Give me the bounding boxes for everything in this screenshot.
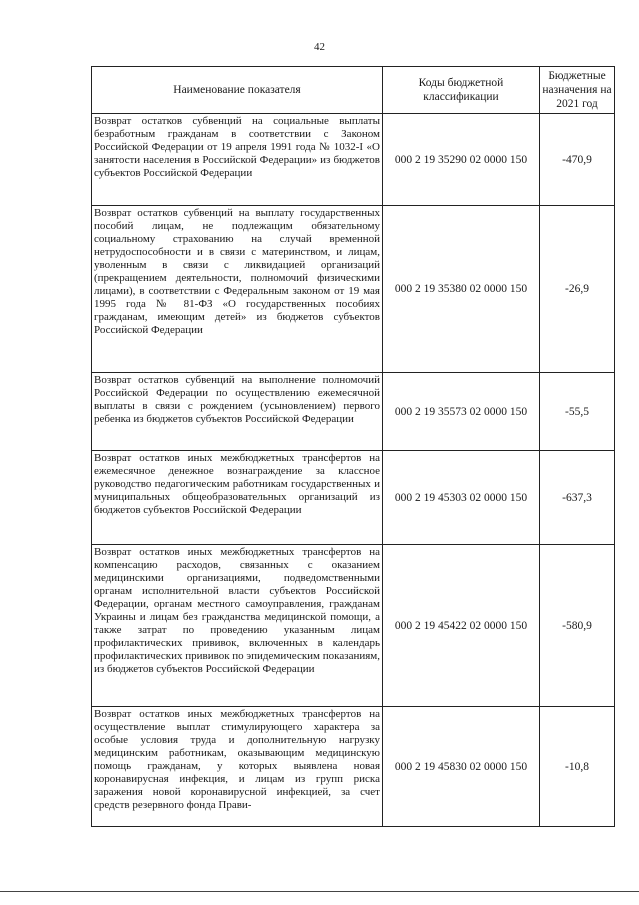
budget-table (91, 66, 615, 827)
table-row (92, 545, 615, 707)
page-number: 42 (314, 41, 325, 53)
amount-cell: -10,8 (540, 707, 615, 827)
amount-cell: -637,3 (540, 451, 615, 545)
header-budget-amount: Бюджетные назначения на 2021 год (540, 67, 615, 114)
page-bottom-rule (0, 891, 639, 892)
budget-code-cell: 000 2 19 35380 02 0000 150 (383, 206, 540, 373)
table-row (92, 114, 615, 206)
table-row (92, 707, 615, 827)
table-row (92, 206, 615, 373)
header-indicator-name: Наименование показателя (92, 67, 383, 114)
indicator-name-cell: Возврат остатков иных межбюджетных трансфертов на ежемесячное денежное вознаграждение за классное руководство педагогическим работникам государственных и муниципальных общеобразовательных организаций из бюджетов субъектов Российской Федерации (92, 451, 383, 545)
amount-cell: -26,9 (540, 206, 615, 373)
indicator-name-cell: Возврат остатков иных межбюджетных трансфертов на компенсацию расходов, связанных с оказанием медицинскими организациями, подведомственными органам исполнительной власти субъектов Российской Федерации, органам местного самоуправления, гражданам Украины и лицам без гражданства медицинской помощи, а также затрат по проведению указанным лицам профилактических прививок, включенных в календарь профилактических прививок по эпидемическим показаниям, из бюджетов субъектов Российской Федерации (92, 545, 383, 707)
indicator-name-cell: Возврат остатков субвенций на выполнение полномочий Российской Федерации по осуществлению ежемесячной выплаты в связи с рождением (усыновлением) первого ребенка из бюджетов субъектов Российской Федерации (92, 373, 383, 451)
indicator-name-cell: Возврат остатков субвенций на выплату государственных пособий лицам, не подлежащим обязательному социальному страхованию на случай временной нетрудоспособности и в связи с материнством, и лицам, уволенным в связи с ликвидацией организаций (прекращением деятельности, полномочий физическими лицами), в соответствии с Федеральным законом от 19 мая 1995 года № 81-ФЗ «О государственных пособиях гражданам, имеющим детей» из бюджетов субъектов Российской Федерации (92, 206, 383, 373)
budget-code-cell: 000 2 19 35573 02 0000 150 (383, 373, 540, 451)
amount-cell: -580,9 (540, 545, 615, 707)
budget-code-cell: 000 2 19 45422 02 0000 150 (383, 545, 540, 707)
budget-code-cell: 000 2 19 35290 02 0000 150 (383, 114, 540, 206)
table-row (92, 373, 615, 451)
table-row (92, 451, 615, 545)
amount-cell: -55,5 (540, 373, 615, 451)
amount-cell: -470,9 (540, 114, 615, 206)
indicator-name-cell: Возврат остатков субвенций на социальные выплаты безработным гражданам в соответствии с Законом Российской Федерации от 19 апреля 1991 года № 1032-I «О занятости населения в Российской Федерации» из бюджетов субъектов Российской Федерации (92, 114, 383, 206)
header-budget-code: Коды бюджетной классификации (383, 67, 540, 114)
table-header-row (92, 67, 615, 114)
budget-code-cell: 000 2 19 45303 02 0000 150 (383, 451, 540, 545)
budget-code-cell: 000 2 19 45830 02 0000 150 (383, 707, 540, 827)
indicator-name-cell: Возврат остатков иных межбюджетных трансфертов на осуществление выплат стимулирующего характера за особые условия труда и дополнительную нагрузку медицинским работникам, оказывающим медицинскую помощь гражданам, у которых выявлена новая коронавирусная инфекция, и лицам из групп риска заражения новой коронавирусной инфекцией, за счет средств резервного фонда Прави- (92, 707, 383, 827)
